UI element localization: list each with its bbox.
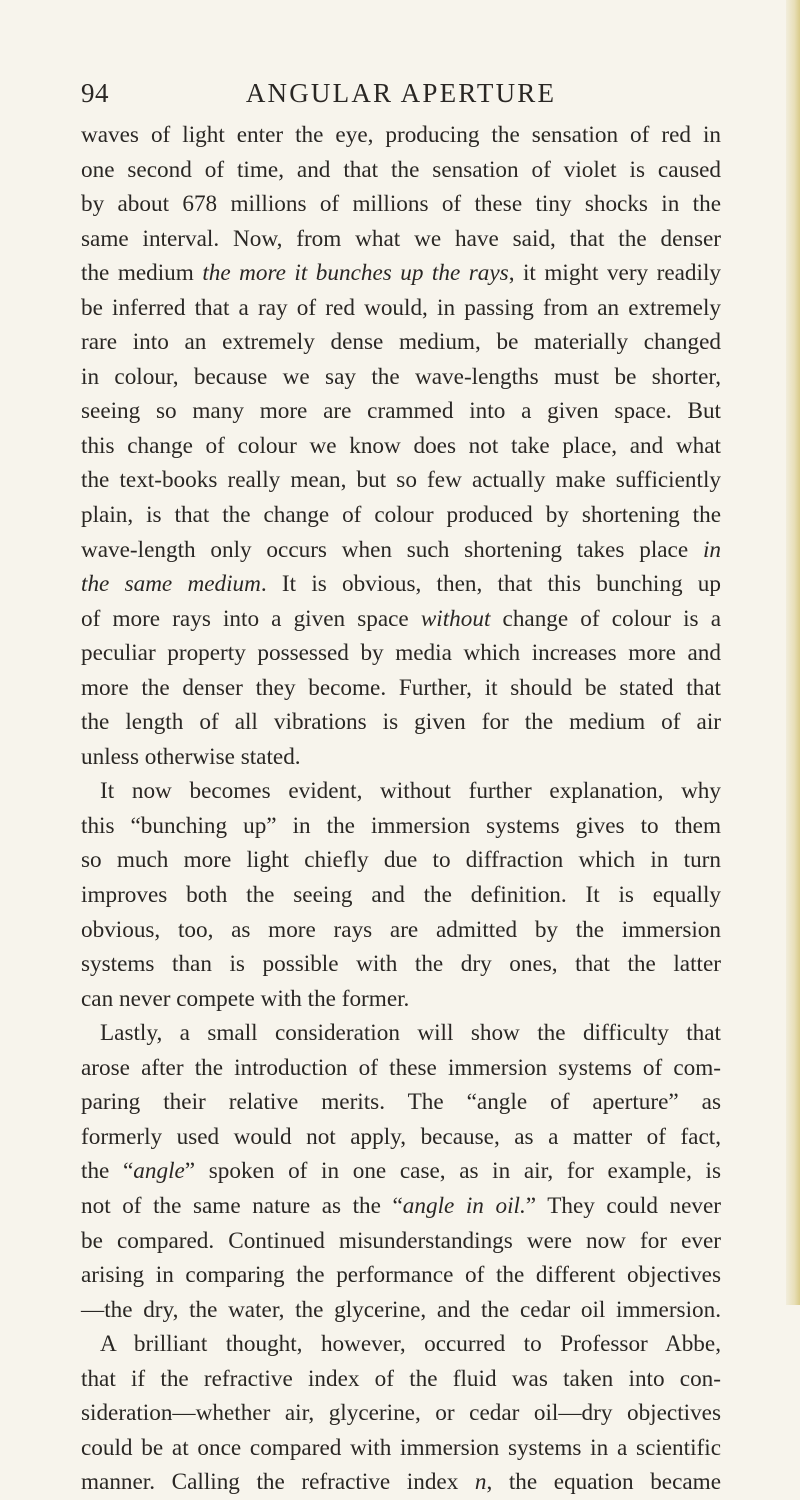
text-segment: sideration—whether air, glycerine, or cedar oil—dry objectives: [81, 1400, 721, 1427]
text-line: [81, 1189, 721, 1224]
text-segment: . It is obvious, then, that this bunching up: [260, 571, 721, 598]
text-segment: obvious, too, as more rays are admitted by the immersion: [81, 916, 721, 943]
text-line: [81, 1293, 721, 1328]
text-line: [81, 774, 721, 809]
text-line: [81, 913, 721, 948]
text-segment: one second of time, and that the sensation of violet is caused: [81, 156, 721, 183]
text-line: [81, 636, 721, 671]
text-line: [81, 153, 721, 188]
text-segment: waves of light enter the eye, producing the sensation of red in: [81, 122, 721, 148]
text-segment: the medium: [81, 260, 203, 287]
italic-text: in: [702, 536, 721, 563]
text-line: [81, 1362, 721, 1397]
text-segment: ” spoken of in one case, as in air, for example, is: [184, 1158, 721, 1185]
text-line: [81, 533, 721, 568]
text-line: [81, 429, 721, 464]
text-segment: A brilliant thought, however, occurred to Professor Abbe,: [100, 1331, 721, 1358]
text-segment: unless otherwise stated.: [81, 743, 301, 770]
text-segment: this change of colour we know does not take place, and what: [81, 432, 721, 459]
text-segment: be inferred that a ray of red would, in passing from an extremely: [81, 294, 721, 321]
text-line: [81, 1085, 721, 1120]
text-line: [81, 1431, 721, 1466]
text-segment: ” They could never: [525, 1192, 721, 1219]
text-segment: , the equation became: [486, 1469, 721, 1496]
text-line: [81, 463, 721, 498]
text-line: [81, 1224, 721, 1259]
italic-text: the same medium: [81, 571, 261, 598]
text-line: [81, 1327, 721, 1362]
text-line: [81, 118, 721, 153]
text-segment: It now becomes evident, without further explanation, why: [100, 778, 721, 805]
italic-text: the more it bunches up the rays: [202, 260, 509, 287]
text-line: [81, 982, 721, 1017]
text-line: [81, 567, 721, 602]
text-line: [81, 947, 721, 982]
text-line: [81, 498, 721, 533]
text-line: [81, 705, 721, 740]
text-line: [81, 602, 721, 637]
text-segment: change of colour is a: [490, 605, 721, 632]
italic-text: angle in oil.: [402, 1192, 526, 1219]
text-segment: the length of all vibrations is given for the medium of air: [81, 709, 721, 736]
text-line: [81, 740, 721, 775]
text-line: [81, 809, 721, 844]
text-line: [81, 878, 721, 913]
running-head: ANGULAR APERTURE: [245, 78, 557, 108]
text-segment: peculiar property possessed by media which increases more and: [81, 640, 721, 667]
text-segment: in colour, because we say the wave-lengths must be shorter,: [81, 363, 721, 390]
text-segment: —the dry, the water, the glycerine, and the cedar oil immersion.: [81, 1296, 721, 1323]
text-segment: arose after the introduction of these immersion systems of com-: [81, 1054, 721, 1081]
text-line: [81, 1051, 721, 1086]
page-header: [81, 78, 721, 118]
text-line: [81, 291, 721, 326]
text-segment: of more rays into a given space: [81, 605, 421, 632]
text-line: [81, 1396, 721, 1431]
text-line: [81, 1016, 721, 1051]
text-line: [81, 325, 721, 360]
page-edge: [786, 0, 800, 1305]
body-text: [81, 118, 721, 1500]
text-segment: the text-books really mean, but so few actually make sufficiently: [81, 467, 721, 494]
text-line: [81, 256, 721, 291]
text-line: [81, 1154, 721, 1189]
italic-text: angle: [133, 1158, 185, 1185]
text-segment: could be at once compared with immersion systems in a scientific: [81, 1434, 721, 1461]
text-segment: by about 678 millions of millions of these tiny shocks in the: [81, 191, 721, 218]
text-segment: this “bunching up” in the immersion systems gives to them: [81, 812, 721, 839]
text-line: [81, 1258, 721, 1293]
text-line: [81, 1120, 721, 1155]
text-segment: arising in comparing the performance of the different objectives: [81, 1262, 721, 1289]
text-segment: Lastly, a small consideration will show the difficulty that: [100, 1020, 721, 1047]
text-segment: that if the refractive index of the fluid was taken into con-: [81, 1365, 721, 1392]
text-line: [81, 360, 721, 395]
text-segment: improves both the seeing and the definition. It is equally: [81, 882, 721, 909]
text-segment: formerly used would not apply, because, as a matter of fact,: [81, 1123, 721, 1150]
text-line: [81, 394, 721, 429]
page-number: 94: [81, 78, 109, 108]
text-segment: same interval. Now, from what we have said, that the denser: [81, 225, 721, 252]
text-line: [81, 671, 721, 706]
text-line: [81, 187, 721, 222]
text-segment: can never compete with the former.: [81, 985, 410, 1012]
text-segment: seeing so many more are crammed into a given space. But: [81, 398, 721, 425]
text-segment: the “: [81, 1158, 134, 1185]
text-segment: wave-length only occurs when such shortening takes place: [81, 536, 703, 563]
text-segment: plain, is that the change of colour produced by shortening the: [81, 502, 721, 529]
text-segment: , it might very readily: [508, 260, 722, 287]
text-segment: rare into an extremely dense medium, be materially changed: [81, 329, 721, 356]
text-segment: so much more light chiefly due to diffraction which in turn: [81, 847, 721, 874]
text-segment: paring their relative merits. The “angle of aperture” as: [81, 1089, 721, 1116]
text-segment: be compared. Continued misunderstandings were now for ever: [81, 1227, 721, 1254]
text-segment: not of the same nature as the “: [81, 1192, 403, 1219]
text-line: [81, 222, 721, 257]
text-line: [81, 1465, 721, 1500]
text-segment: manner. Calling the refractive index: [81, 1469, 475, 1496]
text-line: [81, 843, 721, 878]
italic-text: n: [474, 1469, 487, 1496]
italic-text: without: [420, 605, 491, 632]
text-segment: systems than is possible with the dry ones, that the latter: [81, 951, 721, 978]
text-segment: more the denser they become. Further, it should be stated that: [81, 674, 721, 701]
